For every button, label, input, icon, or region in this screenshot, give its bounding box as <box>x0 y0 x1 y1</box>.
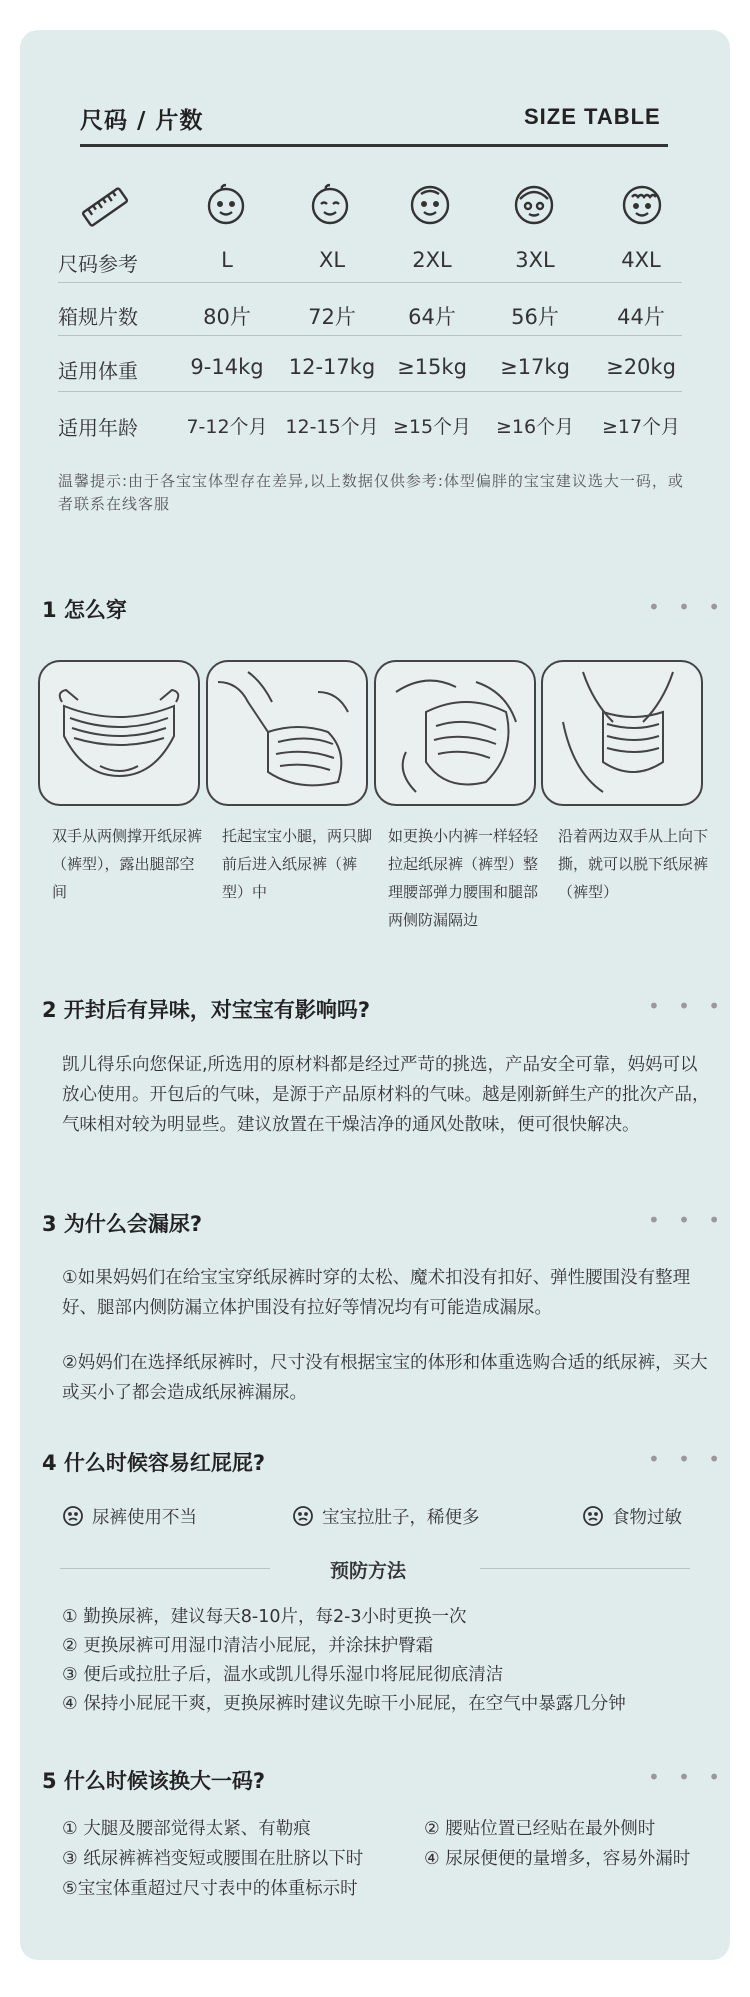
baby-face-icon <box>204 182 248 226</box>
row-divider <box>58 391 682 392</box>
size-note: 温馨提示:由于各宝宝体型存在差异,以上数据仅供参考:体型偏胖的宝宝建议选大一码，或者联系在线客服 <box>58 472 684 513</box>
size-cell: 12-17kg <box>288 355 376 379</box>
section-title-5: 5 什么时候该换大一码? <box>42 1769 266 1793</box>
more-dots: • • • <box>648 1447 727 1471</box>
row-label: 箱规片数 <box>58 305 138 329</box>
title-divider <box>80 144 668 147</box>
step-text-2: 托起宝宝小腿，两只脚前后进入纸尿裤（裤型）中 <box>222 827 373 901</box>
prevention-title: 预防方法 <box>330 1560 407 1582</box>
prevention-item: ③ 便后或拉肚子后，温水或凯儿得乐湿巾将屁屁彻底清洁 <box>62 1665 504 1685</box>
prevention-item: ④ 保持小屁屁干爽，更换尿裤时建议先晾干小屁屁，在空气中暴露几分钟 <box>62 1694 626 1714</box>
cause-text: 食物过敏 <box>612 1508 682 1528</box>
size-cell: ≥17kg <box>500 355 570 379</box>
size-table-title-en: SIZE TABLE <box>524 104 661 129</box>
section-2-text: 凯儿得乐向您保证,所选用的原材料都是经过严苛的挑选，产品安全可靠，妈妈可以放心使用。开包后的气味，是源于产品原材料的气味。越是刚新鲜生产的批次产品，气味相对较为明显些。建议放置在干燥洁净的通风处散味，便可很快解决。 <box>62 1055 710 1135</box>
cause-text: 宝宝拉肚子，稀便多 <box>322 1508 480 1528</box>
row-label: 适用体重 <box>58 359 138 383</box>
size-cell: 7-12个月 <box>186 416 268 438</box>
size-cell: L <box>221 248 233 272</box>
size-up-item: ① 大腿及腰部觉得太紧、有勒痕 <box>62 1819 311 1839</box>
section-title-2: 2 开封后有异味，对宝宝有影响吗? <box>42 998 371 1022</box>
size-cell: ≥15kg <box>397 355 467 379</box>
baby-face-icon <box>408 182 452 226</box>
section-3-para-1: ①如果妈妈们在给宝宝穿纸尿裤时穿的太松、魔术扣没有扣好、弹性腰围没有整理好、腿部内侧防漏立体护围没有拉好等情况均有可能造成漏尿。 <box>62 1268 691 1318</box>
sad-face-icon <box>582 1505 604 1532</box>
ruler-icon <box>80 182 130 232</box>
sad-face-icon <box>62 1505 84 1532</box>
prevention-divider-right <box>480 1568 690 1569</box>
sad-face-icon <box>292 1505 314 1532</box>
cause-text: 尿裤使用不当 <box>92 1508 197 1528</box>
size-up-item: ⑤宝宝体重超过尺寸表中的体重标示时 <box>62 1879 358 1899</box>
section-title-3: 3 为什么会漏尿? <box>42 1212 203 1236</box>
row-divider <box>58 282 682 283</box>
section-title-4: 4 什么时候容易红屁屁? <box>42 1451 266 1475</box>
cause-item <box>582 1504 682 1532</box>
size-cell: XL <box>318 248 346 272</box>
prevention-item: ① 勤换尿裤，建议每天8-10片，每2-3小时更换一次 <box>62 1607 467 1627</box>
baby-face-icon <box>512 182 556 226</box>
prevention-item: ② 更换尿裤可用湿巾清洁小屁屁，并涂抹护臀霜 <box>62 1636 434 1656</box>
size-cell: ≥20kg <box>606 355 676 379</box>
section-3-para-2: ②妈妈们在选择纸尿裤时，尺寸没有根据宝宝的体形和体重选购合适的纸尿裤，买大或买小了都会造成纸尿裤漏尿。 <box>62 1353 708 1403</box>
size-up-item: ② 腰贴位置已经贴在最外侧时 <box>424 1819 656 1839</box>
cause-item <box>292 1504 480 1532</box>
size-cell: ≥17个月 <box>601 416 681 438</box>
baby-face-icon <box>620 182 664 226</box>
more-dots: • • • <box>648 994 727 1018</box>
step-text-3: 如更换小内裤一样轻轻拉起纸尿裤（裤型）整理腰部弹力腰围和腿部两侧防漏隔边 <box>388 827 539 929</box>
size-cell: 64片 <box>408 305 456 329</box>
size-table-title-cn: 尺码 / 片数 <box>80 108 204 134</box>
step-illustration-3 <box>374 660 536 806</box>
prevention-list <box>62 1603 702 1719</box>
row-label: 适用年龄 <box>58 416 138 440</box>
step-illustration-2 <box>206 660 368 806</box>
step-text-1: 双手从两侧撑开纸尿裤（裤型），露出腿部空间 <box>52 827 203 901</box>
size-cell: 9-14kg <box>190 355 264 379</box>
size-cell: ≥16个月 <box>495 416 575 438</box>
more-dots: • • • <box>648 595 727 619</box>
size-up-item: ④ 尿尿便便的量增多，容易外漏时 <box>424 1849 691 1869</box>
more-dots: • • • <box>648 1208 727 1232</box>
baby-face-icon <box>308 182 352 226</box>
row-label: 尺码参考 <box>58 252 138 276</box>
step-text-4: 沿着两边双手从上向下撕，就可以脱下纸尿裤（裤型） <box>558 827 709 901</box>
size-cell: ≥15个月 <box>392 416 472 438</box>
size-cell: 3XL <box>515 248 555 272</box>
section-title-1: 1 怎么穿 <box>42 598 127 622</box>
size-cell: 72片 <box>308 305 356 329</box>
step-illustration-1 <box>38 660 200 806</box>
more-dots: • • • <box>648 1765 727 1789</box>
row-divider <box>58 335 682 336</box>
size-cell: 56片 <box>511 305 559 329</box>
step-illustration-4 <box>541 660 703 806</box>
size-cell: 44片 <box>617 305 665 329</box>
cause-item <box>62 1504 197 1532</box>
size-cell: 4XL <box>621 248 661 272</box>
size-cell: 80片 <box>203 305 251 329</box>
prevention-divider-left <box>60 1568 270 1569</box>
size-up-item: ③ 纸尿裤裤裆变短或腰围在肚脐以下时 <box>62 1849 364 1869</box>
size-cell: 12-15个月 <box>285 416 379 438</box>
size-cell: 2XL <box>412 248 452 272</box>
